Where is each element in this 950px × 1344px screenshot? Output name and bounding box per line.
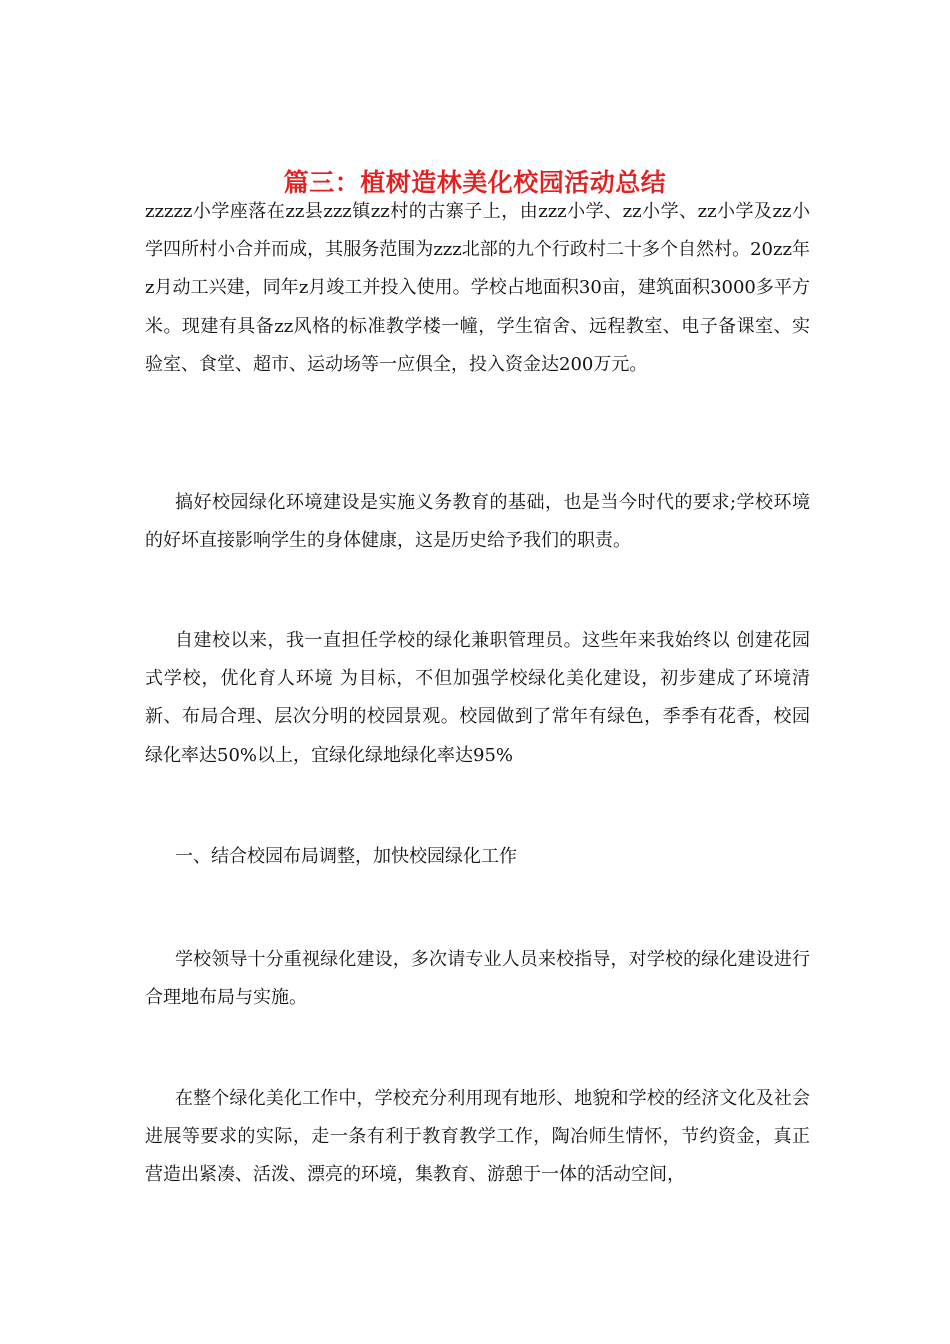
paragraph-leadership: 学校领导十分重视绿化建设，多次请专业人员来校指导，对学校的绿化建设进行合理地布局与实施。 bbox=[145, 949, 810, 1009]
paragraph-greening-manager: 自建校以来，我一直担任学校的绿化兼职管理员。这些年来我始终以 创建花园式学校，优化育人环境 为目标，不但加强学校绿化美化建设，初步建成了环境清新、布局合理、层次分明的校园景观。校园做到了常年有绿色，季季有花香，校园绿化率达50%以上，宜绿化绿地绿化率达95% bbox=[145, 630, 810, 766]
document-title: 篇三：植树造林美化校园活动总结 bbox=[283, 167, 667, 197]
paragraph-greening-approach: 在整个绿化美化工作中，学校充分利用现有地形、地貌和学校的经济文化及社会进展等要求的实际，走一条有利于教育教学工作，陶冶师生情怀，节约资金，真正营造出紧凑、活泼、漂亮的环境，集教育、游憩于一体的活动空间， bbox=[145, 1088, 810, 1186]
section-heading-1: 一、结合校园布局调整，加快校园绿化工作 bbox=[175, 846, 517, 867]
paragraph-school-intro: zzzzz小学座落在zz县zzz镇zz村的古寨子上，由zzz小学、zz小学、zz小学及zz小学四所村小合并而成，其服务范围为zzz北部的九个行政村二十多个自然村。20zz年z月动工兴建，同年z月竣工并投入使用。学校占地面积30亩，建筑面积3000多平方米。现建有具备zz风格的标准教学楼一幢，学生宿舍、远程教室、电子备课室、实验室、食堂、超市、运动场等一应俱全，投入资金达200万元。 bbox=[145, 201, 810, 375]
paragraph-greening-importance: 搞好校园绿化环境建设是实施义务教育的基础，也是当今时代的要求;学校环境的好坏直接影响学生的身体健康，这是历史给予我们的职责。 bbox=[145, 492, 810, 552]
